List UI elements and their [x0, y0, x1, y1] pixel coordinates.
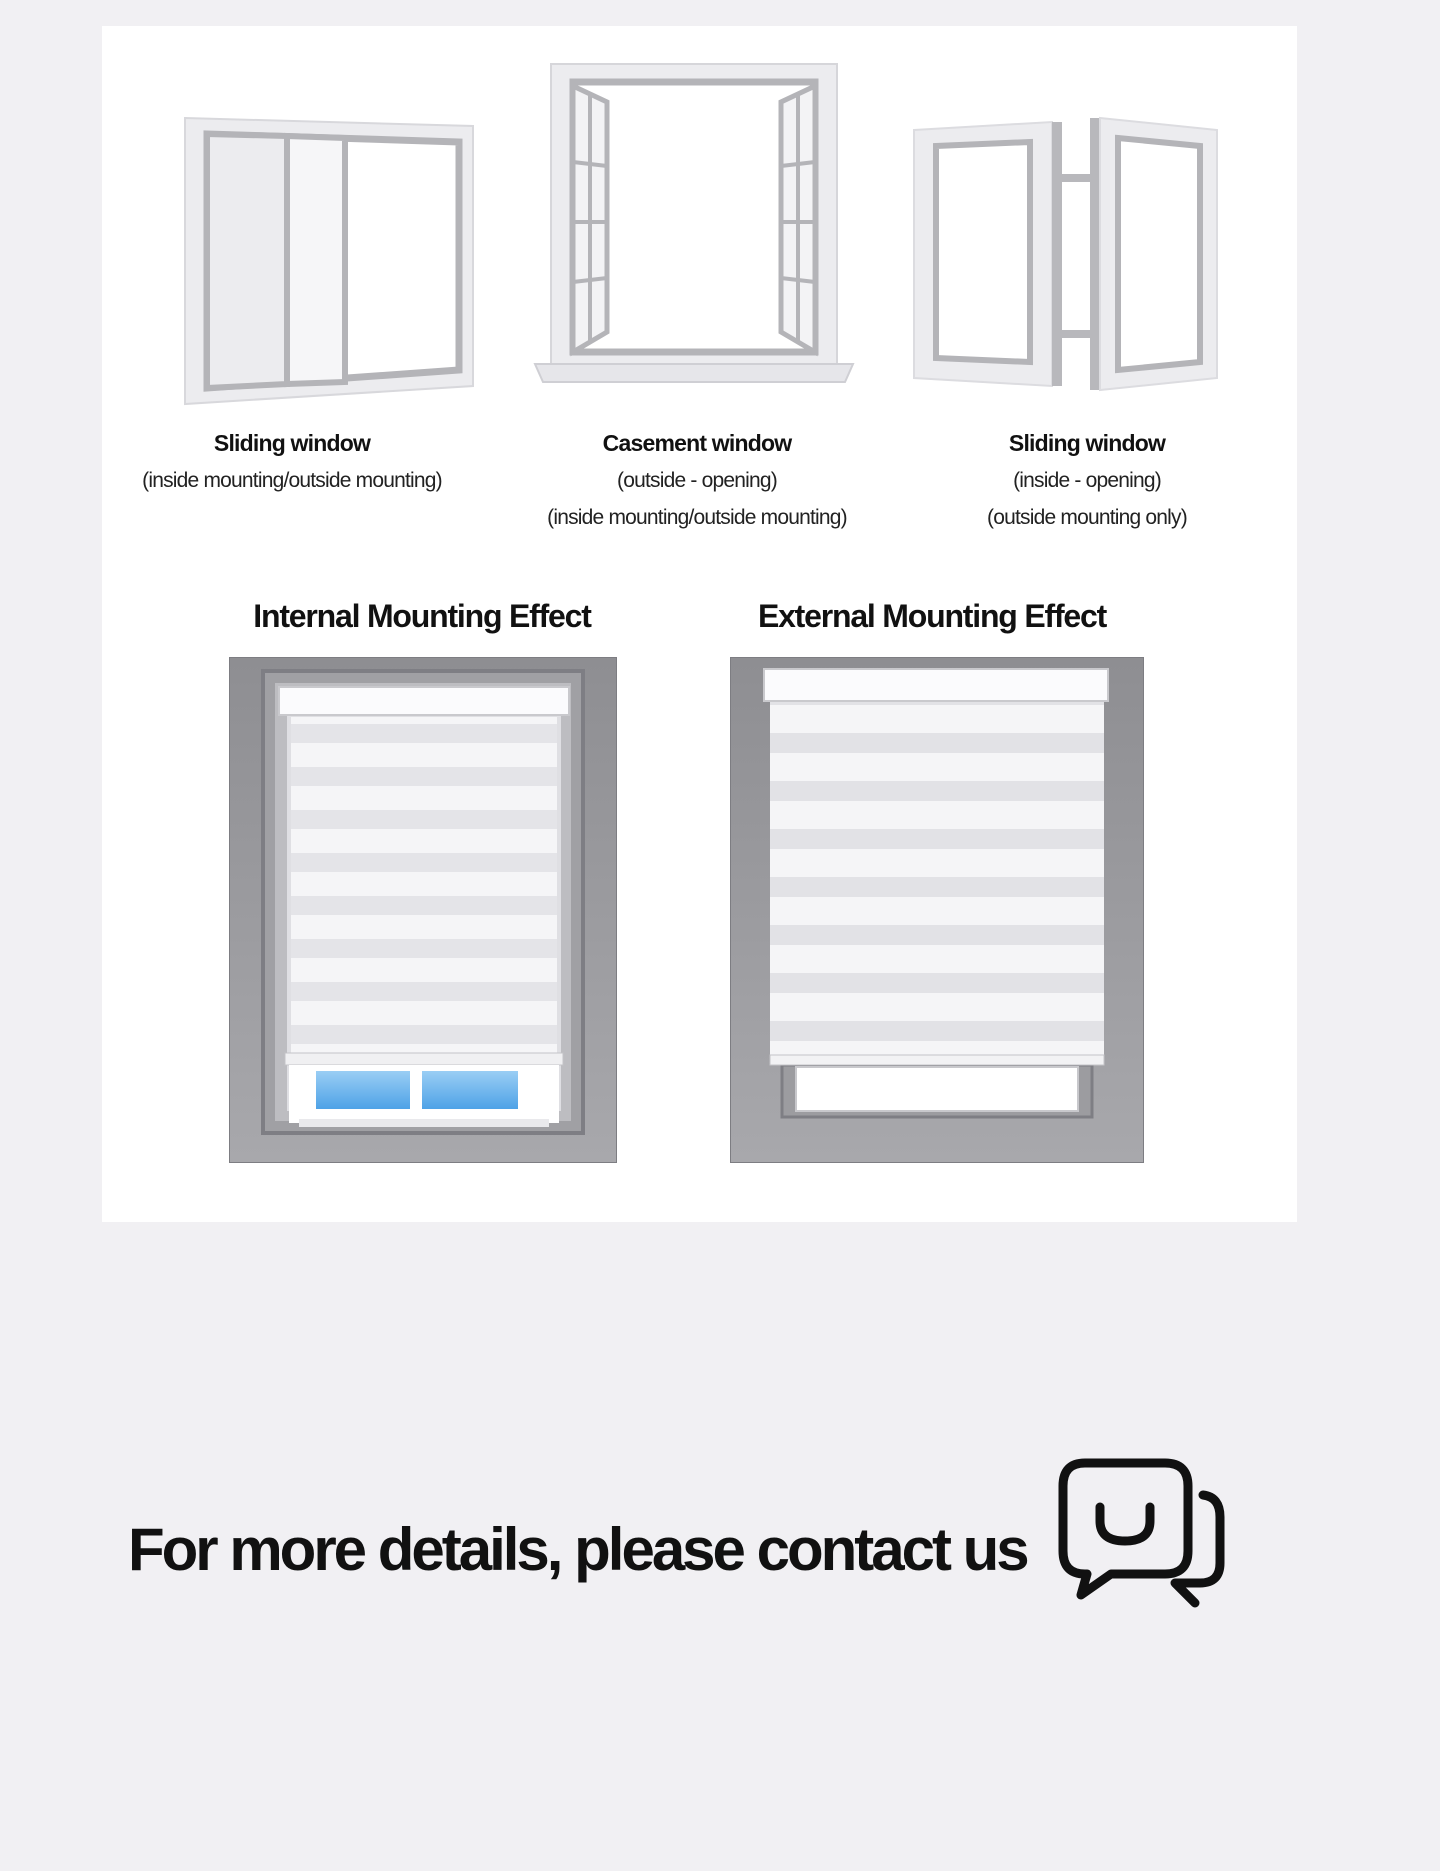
caption-casement-window: [522, 424, 872, 536]
product-info-card: [102, 26, 1297, 1222]
internal-mounting-title: Internal Mounting Effect: [253, 598, 591, 634]
caption-line: (inside mounting/outside mounting): [547, 506, 847, 529]
caption-title: Casement window: [602, 430, 792, 456]
external-mounting-title: External Mounting Effect: [757, 598, 1107, 634]
chat-bubbles-icon[interactable]: [1055, 1455, 1230, 1615]
caption-inside-opening-window: [937, 424, 1237, 536]
contact-us-text: For more details, please contact us: [128, 1516, 1027, 1583]
inside-opening-window-illustration: [912, 86, 1222, 406]
caption-line: (outside mounting only): [987, 506, 1187, 529]
caption-title: Sliding window: [213, 430, 371, 456]
external-mounting-photo: [730, 657, 1144, 1163]
caption-title: Sliding window: [1008, 430, 1166, 456]
internal-mounting-photo: [229, 657, 617, 1163]
caption-line: (inside - opening): [1013, 469, 1161, 492]
casement-window-illustration: [527, 62, 862, 392]
caption-line: (outside - opening): [617, 469, 777, 492]
sliding-window-illustration: [177, 86, 477, 406]
caption-line: (inside mounting/outside mounting): [142, 469, 442, 492]
caption-sliding-window: [142, 424, 442, 499]
